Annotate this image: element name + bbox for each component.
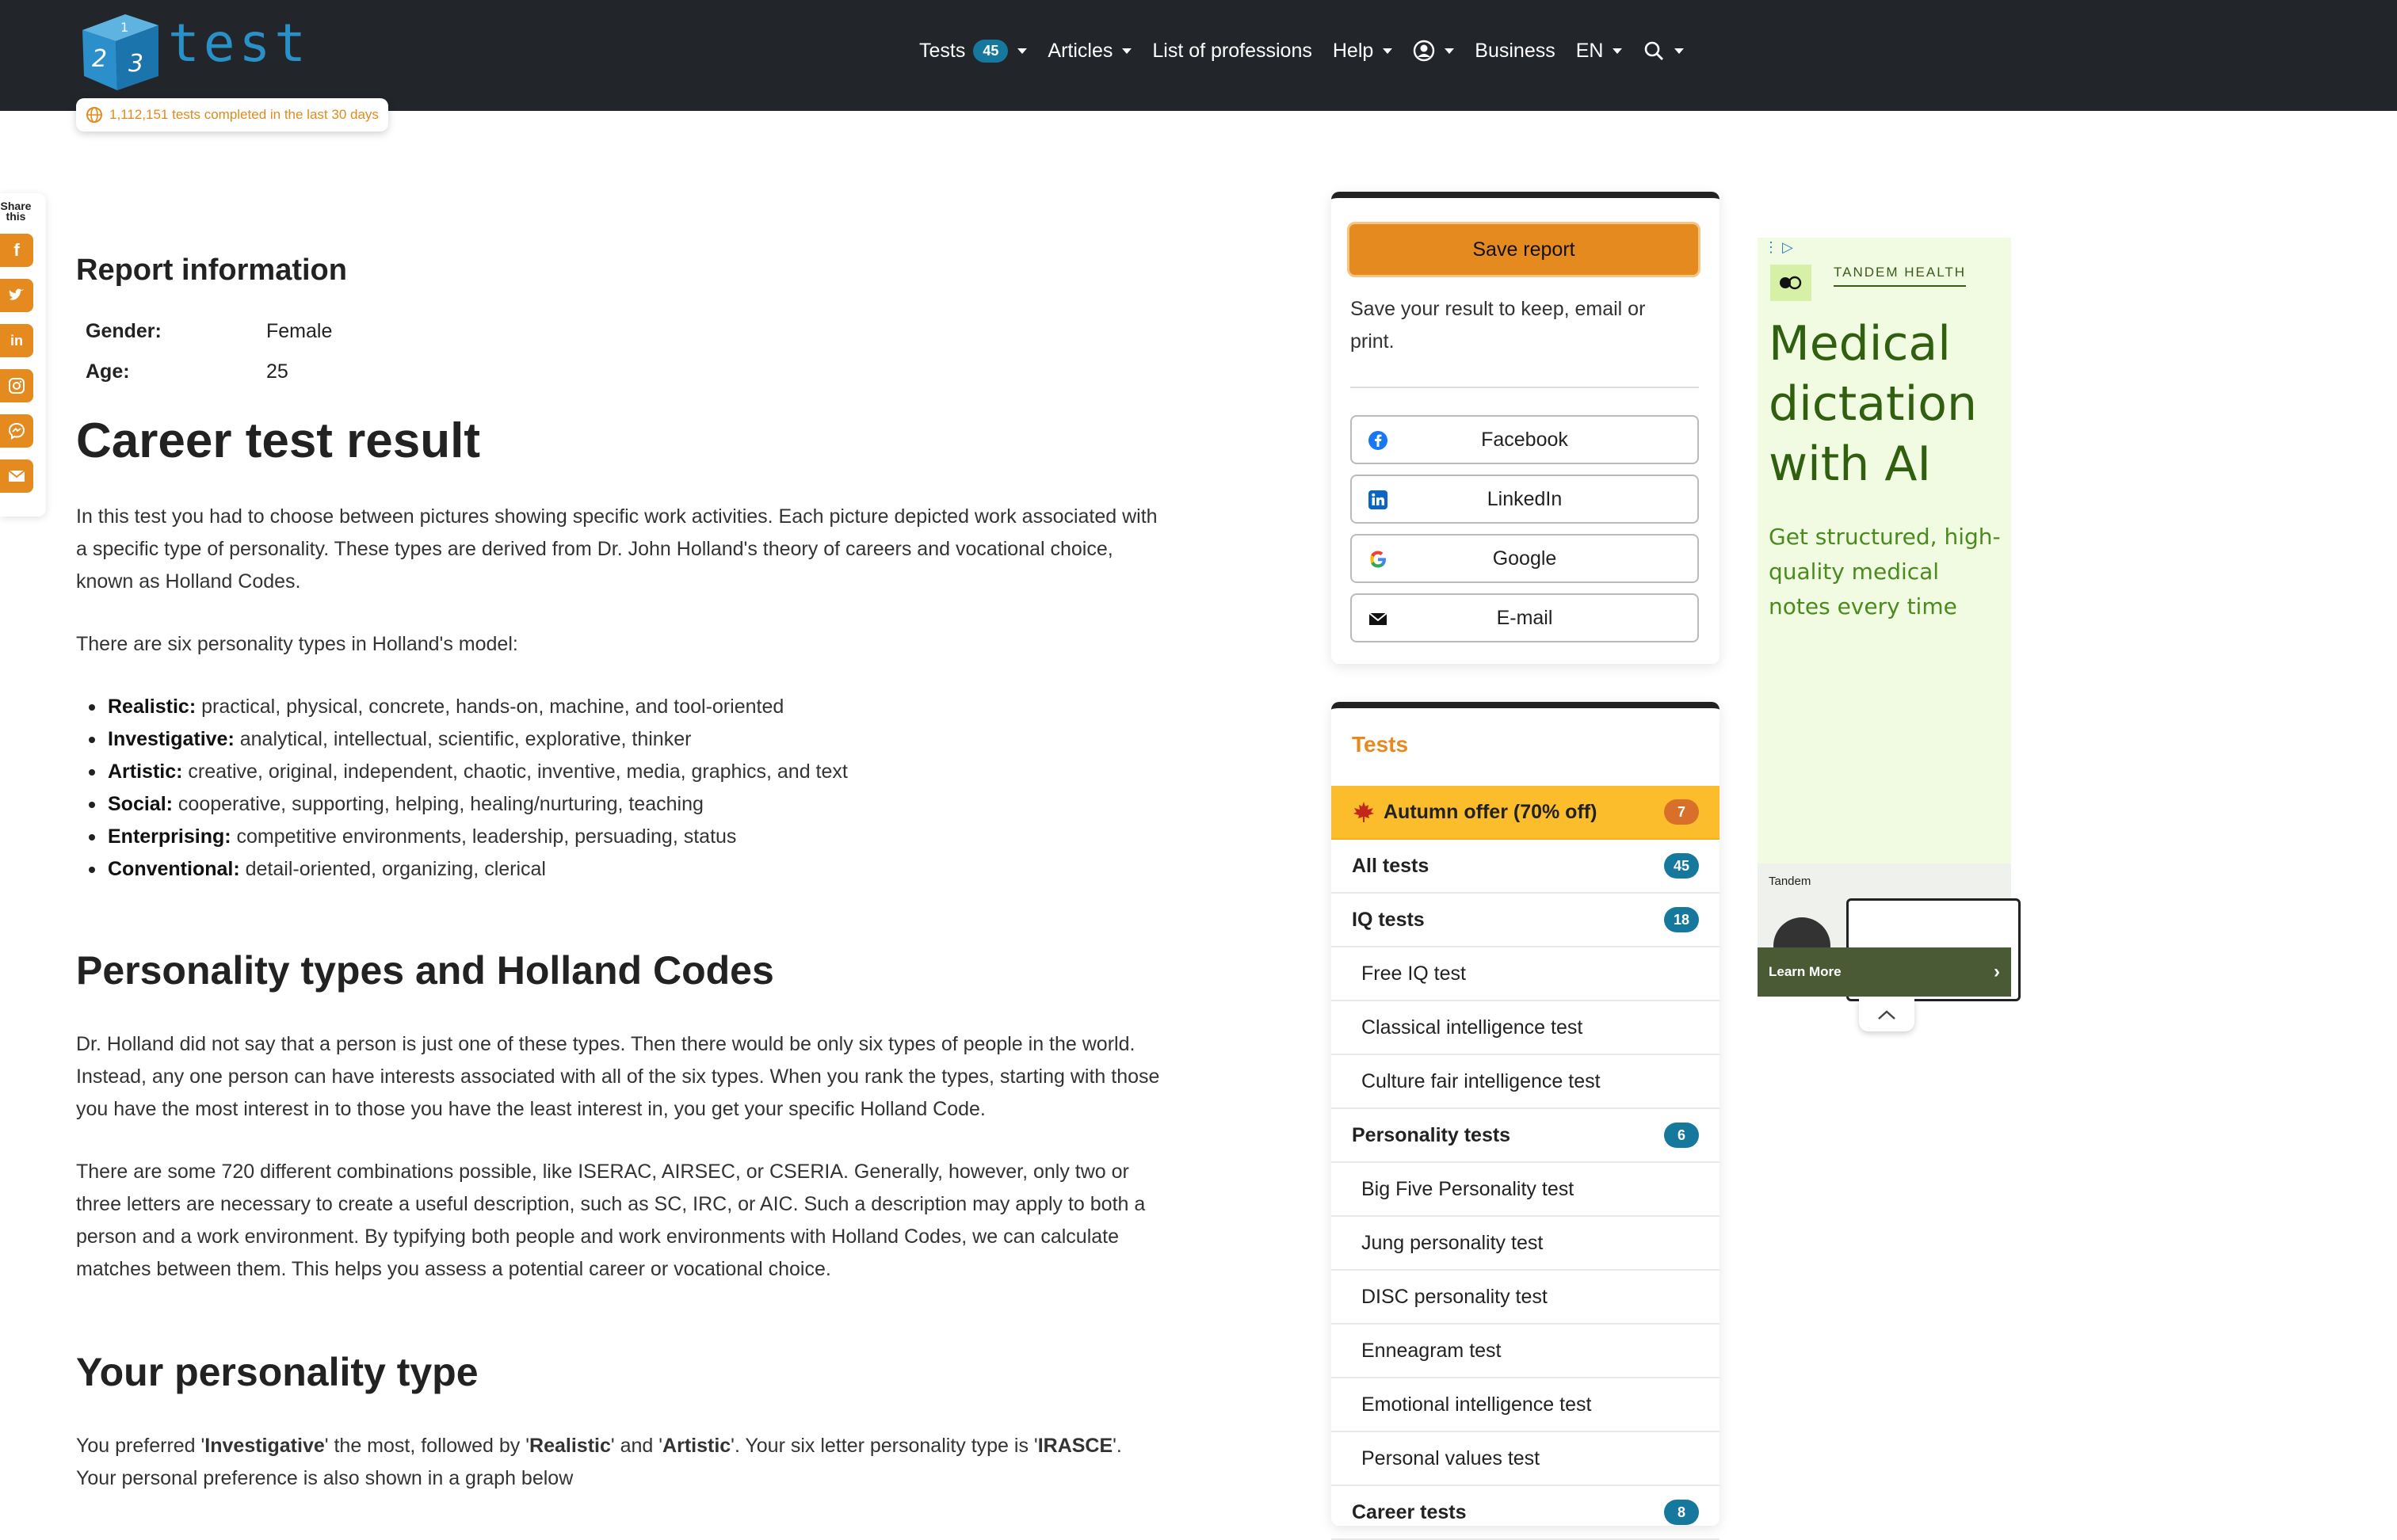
list-item: Social: cooperative, supporting, helping, healing/nurturing, teaching xyxy=(76,788,1170,821)
counter-text: 1,112,151 tests completed in the last 30 days xyxy=(109,107,379,122)
share-mail-button[interactable] xyxy=(0,459,33,493)
chevron-down-icon xyxy=(1674,48,1684,54)
save-report-button[interactable]: Save report xyxy=(1347,222,1700,277)
holland-codes-paragraph-2: There are some 720 different combinations possible, like ISERAC, AIRSEC, or CSERIA. Generally, however, only two or three letters are necessary to create a useful description, such as SC, IRC, or AIC. Such a description may apply to both a person and a work environment. By typifying both people and work environments with Holland Codes, we can calculate matches between them. This helps you assess a potential career or vocational choice. xyxy=(76,1161,1146,1280)
chevron-right-icon: › xyxy=(1994,961,2000,982)
ad-small-brand: Tandem xyxy=(1769,875,1811,888)
autumn-offer-label: Autumn offer (70% off) xyxy=(1384,800,1597,823)
nav-tests-badge: 45 xyxy=(973,40,1008,63)
save-linkedin-button[interactable] xyxy=(1350,475,1699,524)
gender-row xyxy=(76,311,1170,352)
nav-help[interactable] xyxy=(1333,40,1392,63)
user-account-icon xyxy=(1413,40,1435,62)
jung-test-item[interactable]: Jung personality test xyxy=(1331,1217,1720,1271)
report-information-heading: Report information xyxy=(76,253,347,287)
gender-label: Gender: xyxy=(86,320,162,342)
linkedin-icon: in xyxy=(10,332,23,349)
ad-cta-label: Learn More xyxy=(1769,964,1842,979)
list-item: Realistic: practical, physical, concrete, hands-on, machine, and tool-oriented xyxy=(76,691,1170,723)
twitter-icon xyxy=(8,288,25,303)
age-row xyxy=(76,352,1170,392)
personality-tests-item[interactable] xyxy=(1331,1109,1720,1163)
google-icon xyxy=(1368,549,1388,570)
svg-text:1: 1 xyxy=(120,20,129,35)
career-test-result-heading: Career test result xyxy=(76,414,481,468)
email-label: E-mail xyxy=(1496,606,1553,629)
nav-help-label: Help xyxy=(1332,39,1374,62)
autumn-offer-badge: 7 xyxy=(1664,799,1699,825)
tests-menu-title: Tests xyxy=(1352,732,1409,757)
nav-tests-label: Tests xyxy=(919,39,966,62)
facebook-icon xyxy=(1368,430,1388,451)
main-nav xyxy=(919,35,1704,67)
age-label: Age: xyxy=(86,360,130,383)
autumn-offer-item[interactable] xyxy=(1331,786,1720,840)
ad-learn-more-button[interactable] xyxy=(1758,947,2011,997)
chevron-up-icon xyxy=(1876,1008,1897,1021)
logo-text: test xyxy=(168,12,310,74)
chevron-down-icon xyxy=(1445,48,1454,54)
gender-value: Female xyxy=(266,320,333,342)
mail-icon xyxy=(8,470,25,482)
personality-type-paragraph: You preferred 'Investigative' the most, followed by 'Realistic' and 'Artistic'. Your six letter personality type is 'IRASCE'. Your personal preference is also shown in a graph below xyxy=(76,1435,1122,1489)
your-personality-type-heading: Your personality type xyxy=(76,1350,479,1394)
save-email-button[interactable] xyxy=(1350,593,1699,642)
ad-choices-icon[interactable]: ⋮ ▷ xyxy=(1764,239,1793,255)
share-instagram-button[interactable] xyxy=(0,369,33,402)
maple-leaf-icon xyxy=(1352,800,1376,824)
share-label: Share this xyxy=(0,200,32,223)
list-item: Investigative: analytical, intellectual, scientific, explorative, thinker xyxy=(76,723,1170,756)
career-tests-badge: 8 xyxy=(1664,1500,1699,1525)
ad-headline: Medical dictation with AI xyxy=(1769,316,1977,492)
chevron-down-icon xyxy=(1383,48,1392,54)
classical-intelligence-test-item[interactable]: Classical intelligence test xyxy=(1331,1001,1720,1055)
personal-values-test-item[interactable]: Personal values test xyxy=(1331,1432,1720,1486)
chevron-down-icon xyxy=(1017,48,1027,54)
free-iq-test-item[interactable]: Free IQ test xyxy=(1331,947,1720,1001)
ad-brand: TANDEM HEALTH xyxy=(1834,265,1966,287)
tests-menu-list xyxy=(1331,786,1720,1540)
tests-menu-card xyxy=(1331,702,1720,1526)
nav-account[interactable] xyxy=(1413,40,1454,62)
nav-search[interactable] xyxy=(1643,40,1684,62)
report-info-table xyxy=(76,311,1170,392)
nav-tests[interactable] xyxy=(919,40,1027,63)
nav-language[interactable] xyxy=(1576,40,1623,63)
nav-professions[interactable] xyxy=(1152,40,1312,63)
share-linkedin-button[interactable] xyxy=(0,324,33,357)
intro-paragraph: In this test you had to choose between pictures showing specific work activities. Each picture depicted work associated with a specific type of personality. These types are derived from Dr. John Holland's theory of careers and vocational choice, known as Holland Codes. xyxy=(76,505,1158,593)
instagram-icon xyxy=(8,377,25,395)
enneagram-test-item[interactable]: Enneagram test xyxy=(1331,1325,1720,1378)
personality-tests-label: Personality tests xyxy=(1352,1123,1511,1146)
envelope-icon xyxy=(1368,608,1388,629)
list-item: Conventional: detail-oriented, organizing, clerical xyxy=(76,853,1170,886)
all-tests-item[interactable] xyxy=(1331,840,1720,894)
advertisement[interactable] xyxy=(1758,238,2011,997)
emotional-intelligence-test-item[interactable]: Emotional intelligence test xyxy=(1331,1378,1720,1432)
nav-articles-label: Articles xyxy=(1048,39,1113,62)
nav-business-label: Business xyxy=(1475,39,1555,62)
iq-tests-label: IQ tests xyxy=(1352,908,1425,931)
career-tests-label: Career tests xyxy=(1352,1500,1467,1523)
disc-test-item[interactable]: DISC personality test xyxy=(1331,1271,1720,1325)
ad-collapse-button[interactable] xyxy=(1859,998,1914,1031)
big-five-test-item[interactable]: Big Five Personality test xyxy=(1331,1163,1720,1217)
all-tests-badge: 45 xyxy=(1664,853,1699,879)
linkedin-label: LinkedIn xyxy=(1487,487,1563,510)
linkedin-icon xyxy=(1368,490,1388,510)
personality-types-list xyxy=(76,691,1170,886)
list-item: Enterprising: competitive environments, leadership, persuading, status xyxy=(76,821,1170,853)
facebook-icon: f xyxy=(13,240,20,260)
nav-professions-label: List of professions xyxy=(1152,39,1312,62)
ad-body-text: Get structured, high-quality medical notes every time xyxy=(1769,524,2001,619)
nav-language-label: EN xyxy=(1575,39,1604,62)
iq-tests-item[interactable] xyxy=(1331,894,1720,947)
share-sidebar xyxy=(0,193,46,517)
svg-text:2: 2 xyxy=(92,45,108,73)
site-logo[interactable] xyxy=(76,8,310,92)
all-tests-label: All tests xyxy=(1352,854,1429,877)
holland-codes-paragraph-1: Dr. Holland did not say that a person is just one of these types. Then there would be only six types of people in the world. Instead, any one person can have interests associated with all of the six types. When you rank the types, starting with those you have the most interest in to those you have the least interest in, you get your specific Holland Code. xyxy=(76,1033,1160,1120)
svg-text:3: 3 xyxy=(128,50,144,78)
six-types-paragraph: There are six personality types in Holland's model: xyxy=(76,633,518,655)
main-content xyxy=(76,238,1170,1495)
chevron-down-icon xyxy=(1122,48,1132,54)
save-google-button[interactable] xyxy=(1350,534,1699,583)
save-description: Save your result to keep, email or print. xyxy=(1350,298,1646,353)
nav-articles[interactable] xyxy=(1048,40,1132,63)
divider xyxy=(1350,387,1699,388)
facebook-label: Facebook xyxy=(1481,428,1568,451)
share-twitter-button[interactable] xyxy=(0,279,33,312)
share-facebook-button[interactable] xyxy=(0,234,33,267)
tandem-logo-icon xyxy=(1770,265,1811,301)
holland-codes-heading: Personality types and Holland Codes xyxy=(76,948,774,993)
save-report-card xyxy=(1331,192,1720,664)
career-tests-item[interactable] xyxy=(1331,1486,1720,1540)
chevron-down-icon xyxy=(1613,48,1622,54)
google-label: Google xyxy=(1492,547,1557,570)
age-value: 25 xyxy=(266,360,288,383)
save-facebook-button[interactable] xyxy=(1350,415,1699,464)
messenger-icon xyxy=(8,422,25,440)
share-messenger-button[interactable] xyxy=(0,414,33,448)
tests-completed-counter xyxy=(76,98,388,132)
logo-cube-icon xyxy=(76,8,163,92)
nav-business[interactable] xyxy=(1475,40,1555,63)
top-navigation-bar xyxy=(0,0,2397,122)
list-item: Artistic: creative, original, independent, chaotic, inventive, media, graphics, and text xyxy=(76,756,1170,788)
culture-fair-test-item[interactable]: Culture fair intelligence test xyxy=(1331,1055,1720,1109)
search-icon xyxy=(1643,40,1665,62)
personality-tests-badge: 6 xyxy=(1664,1123,1699,1148)
iq-tests-badge: 18 xyxy=(1664,907,1699,932)
globe-icon xyxy=(86,106,103,124)
